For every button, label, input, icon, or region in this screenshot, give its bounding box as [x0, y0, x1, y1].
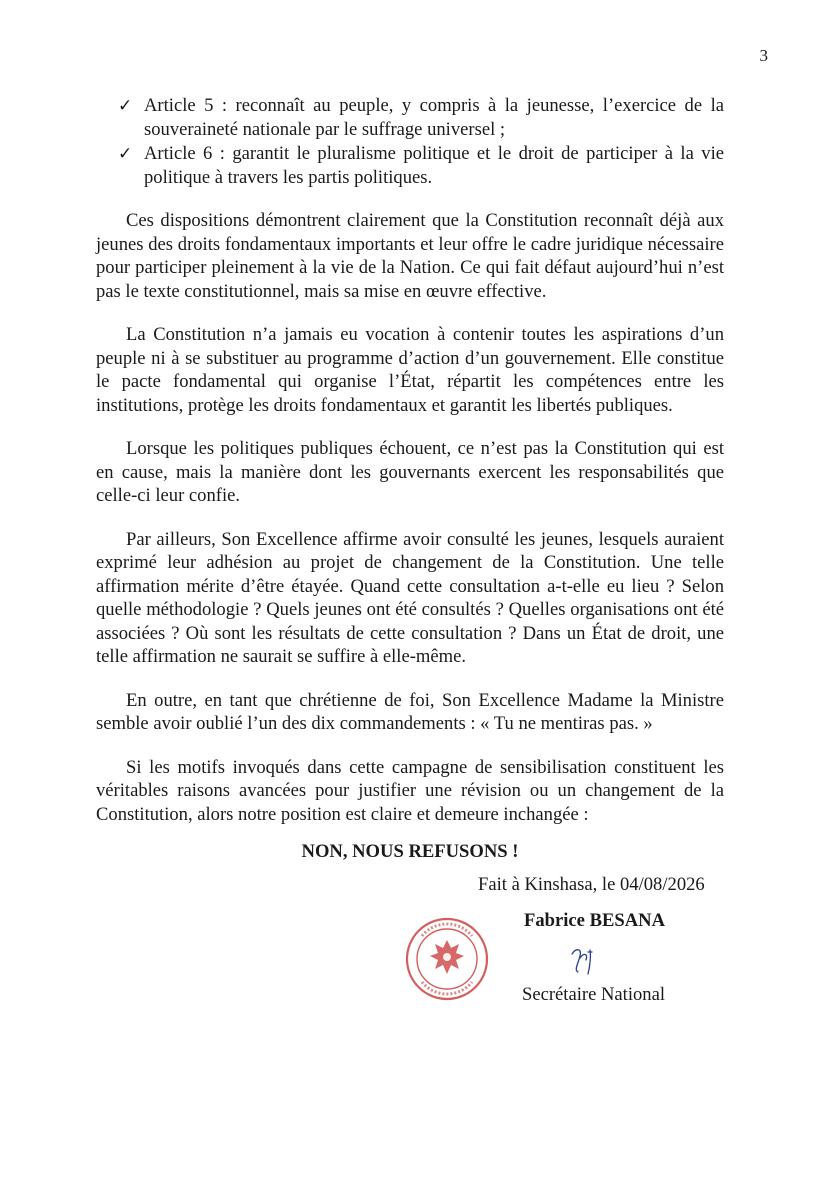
- article-list: [96, 94, 724, 189]
- article-item: [96, 94, 724, 141]
- article-text: Article 6 : garantit le pluralisme politique et le droit de participer à la vie politique à travers les partis politiques.: [144, 143, 724, 188]
- checkmark-icon: ✓: [118, 144, 133, 163]
- signatory-name: Fabrice BESANA: [524, 910, 665, 931]
- conclusion-statement: NON, NOUS REFUSONS !: [301, 841, 519, 862]
- paragraph: Ces dispositions démontrent clairement que la Constitution reconnaît déjà aux jeunes des droits fondamentaux importants et leur offre le cadre juridique nécessaire pour participer pleinement à la vie de la Nation. Ce qui fait défaut aujourd’hui n’est pas le texte constitutionnel, mais sa mise en œuvre effective.: [96, 210, 724, 302]
- paragraph: Lorsque les politiques publiques échouent, ce n’est pas la Constitution qui est en cause, mais la manière dont les gouvernants exercent les responsabilités que celle-ci leur confie.: [96, 438, 724, 506]
- document-body: [96, 94, 724, 864]
- article-item: [96, 142, 724, 189]
- checkmark-icon: ✓: [118, 96, 133, 115]
- place-and-date: Fait à Kinshasa, le 04/08/2026: [478, 874, 705, 895]
- paragraph: Si les motifs invoqués dans cette campagne de sensibilisation constituent les véritables raisons avancées pour justifier une révision ou un changement de la Constitution, alors notre position est claire et demeure inchangée :: [96, 756, 724, 825]
- article-text: Article 5 : reconnaît au peuple, y compris à la jeunesse, l’exercice de la souveraineté nationale par le suffrage universel ;: [144, 95, 724, 140]
- paragraph: En outre, en tant que chrétienne de foi, Son Excellence Madame la Ministre semble avoir oublié l’un des dix commandements : « Tu ne mentiras pas. »: [96, 689, 724, 734]
- page-number: 3: [759, 46, 768, 65]
- official-stamp-icon: [402, 914, 492, 1004]
- signatory-title: Secrétaire National: [522, 984, 665, 1005]
- paragraph: La Constitution n’a jamais eu vocation à contenir toutes les aspirations d’un peuple ni à se substituer au programme d’action d’un gouvernement. Elle constitue le pacte fondamental qui organise l’État, répartit les compétences entre les institutions, protège les droits fondamentaux et garantit les libertés publiques.: [96, 324, 724, 416]
- handwritten-signature-icon: [566, 940, 606, 980]
- paragraph: Par ailleurs, Son Excellence affirme avoir consulté les jeunes, lesquels auraient exprimé leur adhésion au projet de changement de la Constitution. Une telle affirmation mérite d’être étayée. Quand cette consultation a-t-elle eu lieu ? Selon quelle méthodologie ? Quels jeunes ont été consultés ? Quelles organisations ont été associées ? Où sont les résultats de cette consultation ? Dans un État de droit, une telle affirmation ne saurait se suffire à elle-même.: [96, 528, 724, 667]
